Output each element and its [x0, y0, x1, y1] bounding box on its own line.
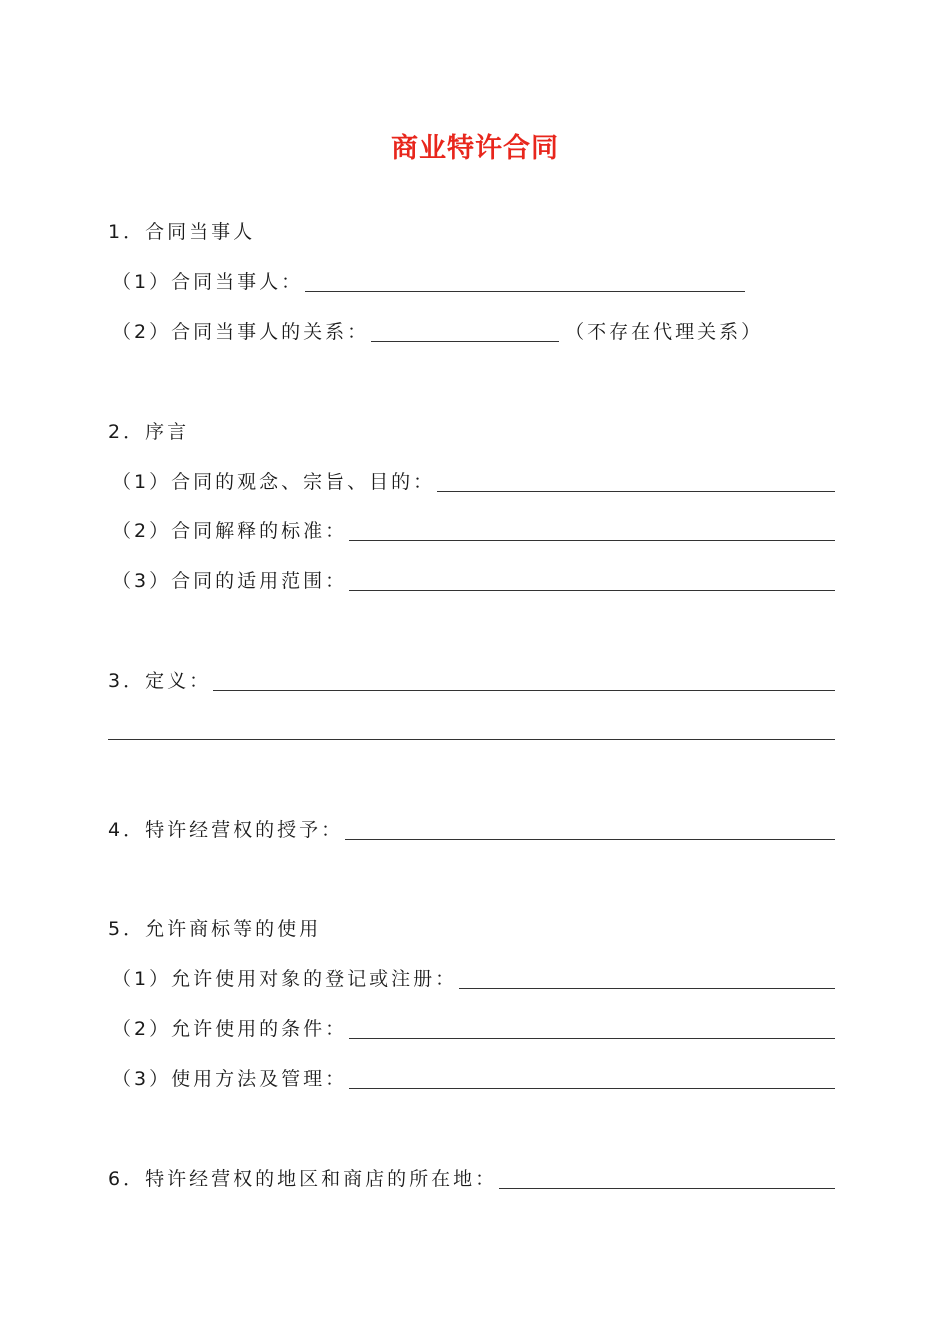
section-4-blank[interactable]: [345, 839, 835, 840]
section-6-blank[interactable]: [499, 1188, 835, 1189]
section-1-item-2-label: （2）合同当事人的关系：: [112, 321, 370, 343]
section-3-blank-continuation[interactable]: [108, 739, 835, 740]
section-2-item-2-blank[interactable]: [349, 540, 835, 541]
section-5-heading-row: [108, 912, 835, 942]
section-2-item-3-row: [112, 564, 835, 594]
section-4-row: [108, 813, 835, 843]
section-2-item-1-label: （1）合同的观念、宗旨、目的：: [112, 471, 436, 493]
section-5-item-2-row: [112, 1012, 835, 1042]
section-5-item-1-blank[interactable]: [459, 988, 835, 989]
section-1-item-1-blank[interactable]: [305, 291, 745, 292]
section-1-heading: 1．合同当事人: [108, 221, 256, 243]
section-2-item-1-row: [112, 465, 835, 495]
section-1-item-2-blank[interactable]: [371, 341, 559, 342]
section-2-heading-row: [108, 415, 835, 445]
section-4-heading: 4．特许经营权的授予：: [108, 819, 344, 841]
section-2-item-3-blank[interactable]: [349, 590, 835, 591]
section-5-item-3-row: [112, 1062, 835, 1092]
section-6-heading: 6．特许经营权的地区和商店的所在地：: [108, 1168, 498, 1190]
section-5-item-1-row: [112, 962, 835, 992]
section-5-item-3-label: （3）使用方法及管理：: [112, 1068, 348, 1090]
section-2-item-3-label: （3）合同的适用范围：: [112, 570, 348, 592]
section-2-item-1-blank[interactable]: [437, 491, 835, 492]
section-1-item-1-row: [112, 265, 745, 295]
section-5-item-2-label: （2）允许使用的条件：: [112, 1018, 348, 1040]
section-5-item-2-blank[interactable]: [349, 1038, 835, 1039]
section-5-item-3-blank[interactable]: [349, 1088, 835, 1089]
section-1-item-2-note: （不存在代理关系）: [565, 321, 764, 343]
section-1-heading-row: [108, 215, 835, 245]
section-2-heading: 2．序言: [108, 421, 190, 443]
section-5-item-1-label: （1）允许使用对象的登记或注册：: [112, 968, 458, 990]
document-title: 商业特许合同: [391, 133, 559, 164]
section-3-row: [108, 664, 835, 694]
section-3-blank[interactable]: [213, 690, 835, 691]
section-1-item-1-label: （1）合同当事人：: [112, 271, 304, 293]
section-6-row: [108, 1162, 835, 1192]
section-2-item-2-row: [112, 514, 835, 544]
section-3-heading: 3．定义：: [108, 670, 212, 692]
section-1-item-2-row: [112, 315, 835, 345]
section-5-heading: 5．允许商标等的使用: [108, 918, 322, 940]
section-2-item-2-label: （2）合同解释的标准：: [112, 520, 348, 542]
